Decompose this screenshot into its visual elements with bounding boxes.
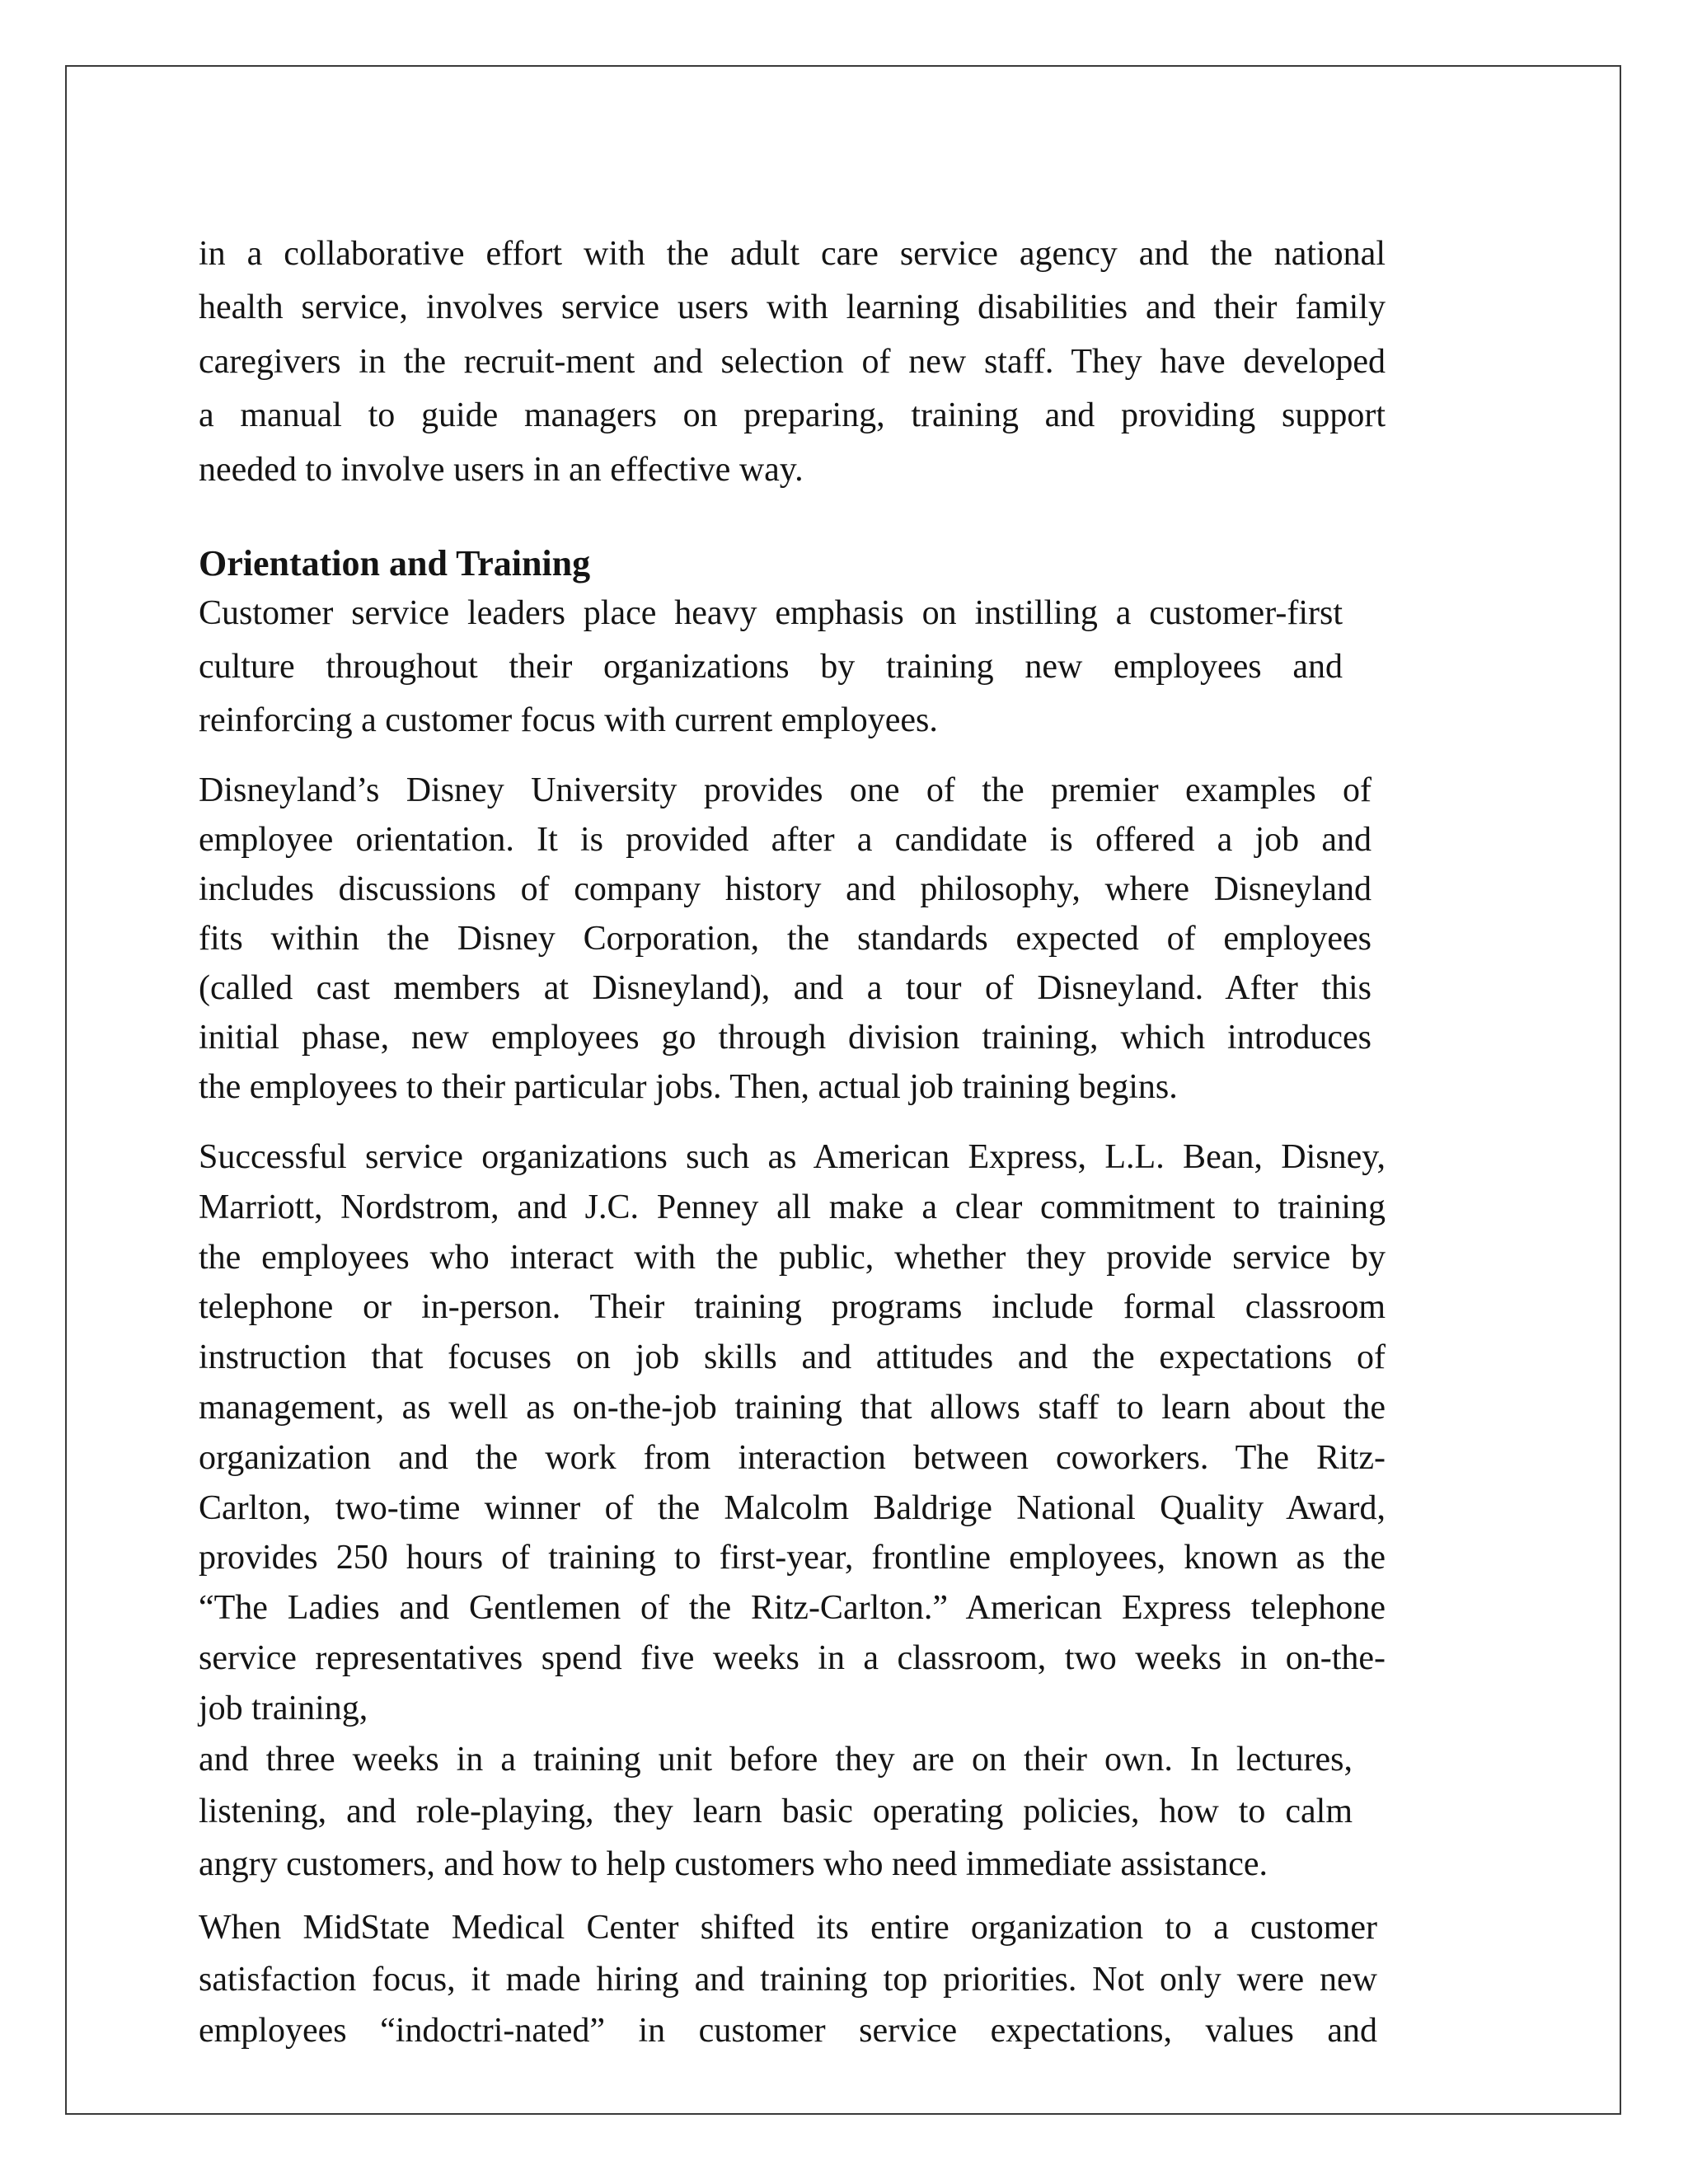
text-line: the employees who interact with the public, whether they provide service by: [199, 1238, 1386, 1277]
paragraph-intro-continuation: [199, 227, 1386, 497]
paragraph-customer-first-culture: [199, 587, 1343, 748]
text-line: and three weeks in a training unit before they are on their own. In lectures,: [199, 1741, 1353, 1779]
paragraph-midstate-medical-center: [199, 1902, 1377, 2057]
text-line: includes discussions of company history and philosophy, where Disneyland: [199, 870, 1372, 908]
text-line: organization and the work from interaction between coworkers. The Ritz-: [199, 1438, 1386, 1477]
text-line: management, as well as on-the-job training that allows staff to learn about the: [199, 1388, 1386, 1427]
text-line: employee orientation. It is provided after a candidate is offered a job and: [199, 821, 1372, 859]
text-line: Customer service leaders place heavy emphasis on instilling a customer-first: [199, 594, 1343, 632]
text-line: initial phase, new employees go through division training, which introduces: [199, 1019, 1372, 1057]
text-line: health service, involves service users with learning disabilities and their family: [199, 288, 1386, 327]
text-line: Carlton, two-time winner of the Malcolm Baldrige National Quality Award,: [199, 1488, 1386, 1527]
text-line: reinforcing a customer focus with current employees.: [199, 701, 938, 739]
text-line: instruction that focuses on job skills and attitudes and the expectations of: [199, 1338, 1386, 1377]
paragraph-disney-university: [199, 766, 1372, 1112]
text-line: (called cast members at Disneyland), and a tour of Disneyland. After this: [199, 969, 1372, 1007]
text-line: telephone or in-person. Their training programs include formal classroom: [199, 1288, 1386, 1327]
text-line: Disneyland’s Disney University provides one of the premier examples of: [199, 771, 1372, 809]
text-line: When MidState Medical Center shifted its entire organization to a customer: [199, 1909, 1377, 1947]
text-line: needed to involve users in an effective way.: [199, 450, 804, 489]
paragraph-training-continuation: [199, 1734, 1353, 1891]
text-line: angry customers, and how to help customers who need immediate assistance.: [199, 1844, 1268, 1883]
text-line: the employees to their particular jobs. Then, actual job training begins.: [199, 1068, 1178, 1106]
text-line: service representatives spend five weeks in a classroom, two weeks in on-the-: [199, 1638, 1386, 1677]
text-line: employees “indoctri-nated” in customer service expectations, values and: [199, 2012, 1377, 2050]
text-line: caregivers in the recruit-ment and selection of new staff. They have developed: [199, 342, 1386, 381]
section-heading-text: Orientation and Training: [199, 543, 591, 583]
text-line: job training,: [199, 1689, 368, 1727]
paragraph-service-organizations-training: [199, 1132, 1386, 1734]
text-line: in a collaborative effort with the adult care service agency and the national: [199, 235, 1386, 273]
text-line: fits within the Disney Corporation, the standards expected of employees: [199, 920, 1372, 958]
text-line: satisfaction focus, it made hiring and training top priorities. Not only were new: [199, 1960, 1377, 1999]
text-line: provides 250 hours of training to first-year, frontline employees, known as the: [199, 1539, 1386, 1577]
text-line: “The Ladies and Gentlemen of the Ritz-Carlton.” American Express telephone: [199, 1589, 1386, 1628]
text-line: culture throughout their organizations by training new employees and: [199, 648, 1343, 686]
text-line: a manual to guide managers on preparing, training and providing support: [199, 396, 1386, 435]
section-heading: [199, 539, 1386, 588]
text-line: Marriott, Nordstrom, and J.C. Penney all make a clear commitment to training: [199, 1188, 1386, 1226]
text-line: listening, and role-playing, they learn basic operating policies, how to calm: [199, 1793, 1353, 1831]
text-line: Successful service organizations such as American Express, L.L. Bean, Disney,: [199, 1138, 1386, 1176]
